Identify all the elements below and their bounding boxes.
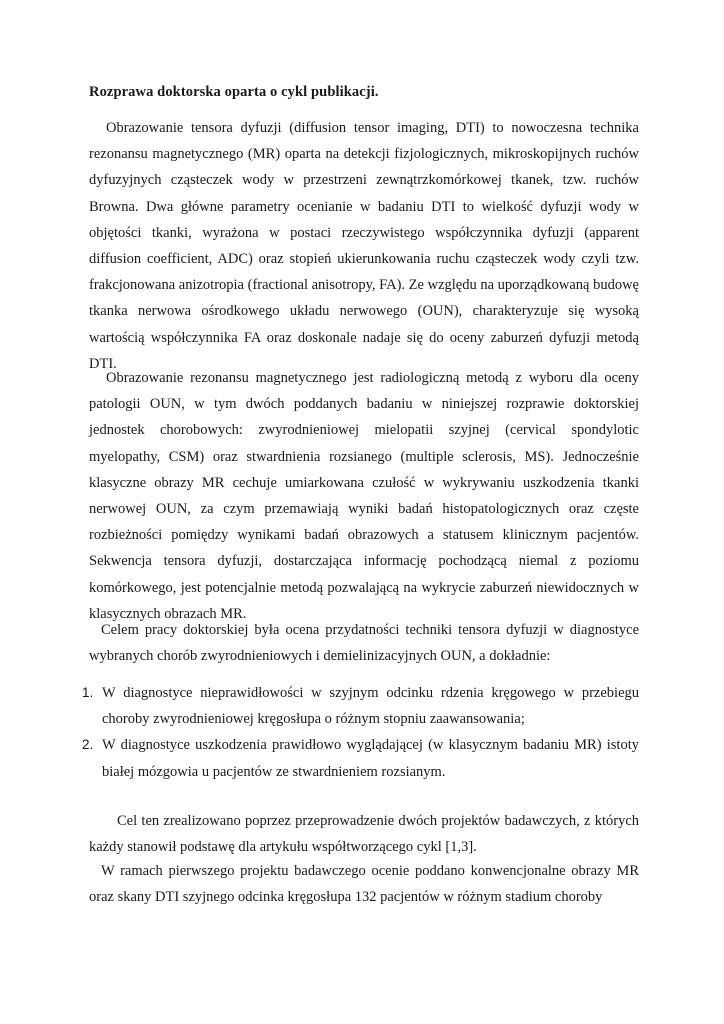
list-number: 2. bbox=[82, 737, 94, 753]
document-title: Rozprawa doktorska oparta o cykl publikacji. bbox=[89, 84, 379, 100]
paragraph-aim: Celem pracy doktorskiej była ocena przydatności techniki tensora dyfuzji w diagnostyce wybranych chorób zwyrodnieniowych i demielinizacyjnych OUN, a dokładnie: bbox=[89, 622, 639, 665]
aims-list bbox=[82, 680, 639, 785]
paragraph-first-project: W ramach pierwszego projektu badawczego ocenie poddano konwencjonalne obrazy MR oraz skany DTI szyjnego odcinka kręgosłupa 132 pacjentów w różnym stadium choroby bbox=[89, 863, 639, 906]
list-item-text: W diagnostyce nieprawidłowości w szyjnym odcinku rdzenia kręgowego w przebiegu choroby zwyrodnieniowej kręgosłupa o różnym stopniu zaawansowania; bbox=[102, 685, 639, 728]
list-number: 1. bbox=[82, 685, 94, 700]
list-item bbox=[82, 732, 639, 784]
paragraph-projects: Cel ten zrealizowano poprzez przeprowadzenie dwóch projektów badawczych, z których każdy stanowił podstawę dla artykułu współtworzącego cykl [1,3]. bbox=[89, 813, 639, 856]
paragraph-mr-imaging: Obrazowanie rezonansu magnetycznego jest radiologiczną metodą z wyboru dla oceny patologii OUN, w tym dwóch poddanych badaniu w niniejszej rozprawie doktorskiej jednostek chorobowych: zwyrodnieniowej mielopatii szyjnej (cervical spondylotic myelopathy, CSM) oraz stwardnienia rozsianego (multiple sclerosis, MS). Jednocześnie klasyczne obrazy MR cechuje umiarkowana czułość w wykrywaniu uszkodzenia tkanki nerwowej OUN, za czym przemawiają wyniki badań histopatologicznych oraz częste rozbieżności pomiędzy wynikami badań obrazowych a statusem klinicznym pacjentów. Sekwencja tensora dyfuzji, dostarczająca informację pochodzącą niemal z poziomu komórkowego, jest potencjalnie metodą pozwalającą na wykrycie zaburzeń niewidocznych w klasycznych obrazach MR. bbox=[89, 370, 639, 622]
list-item-text: W diagnostyce uszkodzenia prawidłowo wyglądającej (w klasycznym badaniu MR) istoty białej mózgowia u pacjentów ze stwardnieniem rozsianym. bbox=[102, 737, 639, 780]
list-item bbox=[82, 680, 639, 732]
paragraph-dti-intro: Obrazowanie tensora dyfuzji (diffusion tensor imaging, DTI) to nowoczesna technika rezonansu magnetycznego (MR) oparta na detekcji fizjologicznych, mikroskopijnych ruchów dyfuzyjnych cząsteczek wody w przestrzeni zewnątrzkomórkowej tkanek, tzw. ruchów Browna. Dwa główne parametry ocenianie w badaniu DTI to wielkość dyfuzji wody w objętości tkanki, wyrażona w postaci rzeczywistego współczynnika dyfuzji (apparent diffusion coefficient, ADC) oraz stopień ukierunkowania ruchu cząsteczek wody czyli tzw. frakcjonowana anizotropia (fractional anisotropy, FA). Ze względu na uporządkowaną budowę tkanka nerwowa ośrodkowego układu nerwowego (OUN), charakteryzuje się wysoką wartością współczynnika FA oraz doskonale nadaje się do oceny zaburzeń dyfuzji metodą DTI. bbox=[89, 120, 639, 372]
